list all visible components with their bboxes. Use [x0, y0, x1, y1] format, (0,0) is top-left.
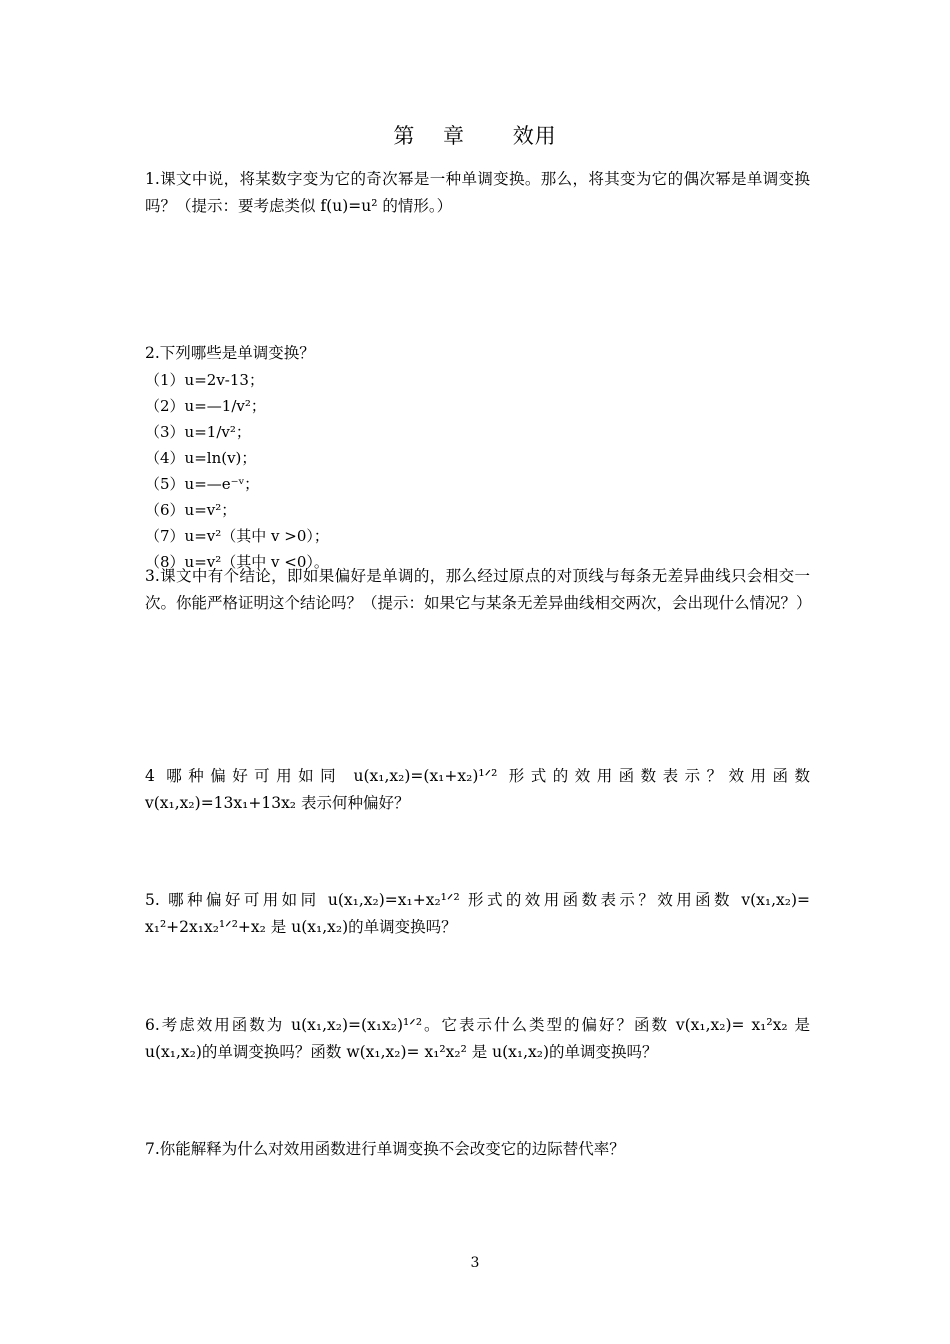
question-2-heading: 2.下列哪些是单调变换？ — [145, 344, 315, 362]
chapter-title — [0, 120, 950, 150]
question-6: 6.考虑效用函数为 u(x₁,x₂)=(x₁x₂)¹ᐟ²。它表示什么类型的偏好？函数 v(x₁,x₂)= x₁²x₂ 是 u(x₁,x₂)的单调变换吗？函数 w(x₁,x₂)= x₁²x₂² 是 u(x₁,x₂)的单调变换吗？ — [145, 1016, 810, 1061]
list-item: （7）u=v²（其中 v >0）； — [145, 527, 329, 545]
page-number: 3 — [470, 1255, 480, 1271]
title-part-1: 第 — [393, 124, 416, 148]
question-1: 1.课文中说，将某数字变为它的奇次幂是一种单调变换。那么，将其变为它的偶次幂是单调变换吗？（提示：要考虑类似 f(u)=u² 的情形。） — [145, 170, 810, 215]
list-item: （4）u=ln(v)； — [145, 449, 257, 467]
question-2 — [145, 340, 810, 575]
title-part-2: 章 — [443, 124, 465, 148]
question-3: 3.课文中有个结论，即如果偏好是单调的，那么经过原点的对顶线与每条无差异曲线只会相交一次。你能严格证明这个结论吗？（提示：如果它与某条无差异曲线相交两次，会出现什么情况？） — [145, 567, 812, 612]
question-2-items — [145, 367, 810, 575]
question-4: 4 哪种偏好可用如同 u(x₁,x₂)=(x₁+x₂)¹ᐟ² 形式的效用函数表示？效用函数 v(x₁,x₂)=13x₁+13x₂ 表示何种偏好？ — [145, 767, 810, 812]
list-item: （1）u=2v-13； — [145, 371, 264, 389]
question-7: 7.你能解释为什么对效用函数进行单调变换不会改变它的边际替代率？ — [145, 1140, 625, 1158]
list-item: （6）u=v²； — [145, 501, 237, 519]
list-item: （5）u=—e⁻ᵛ； — [145, 475, 260, 493]
question-5: 5. 哪种偏好可用如同 u(x₁,x₂)=x₁+x₂¹ᐟ² 形式的效用函数表示？效用函数 v(x₁,x₂)= x₁²+2x₁x₂¹ᐟ²+x₂ 是 u(x₁,x₂)的单调变换吗？ — [145, 891, 810, 936]
list-item: （3）u=1/v²； — [145, 423, 251, 441]
list-item: （8）u=v²（其中 v <0）。 — [145, 553, 329, 571]
list-item: （2）u=—1/v²； — [145, 397, 266, 415]
title-part-3: 效用 — [512, 124, 557, 148]
